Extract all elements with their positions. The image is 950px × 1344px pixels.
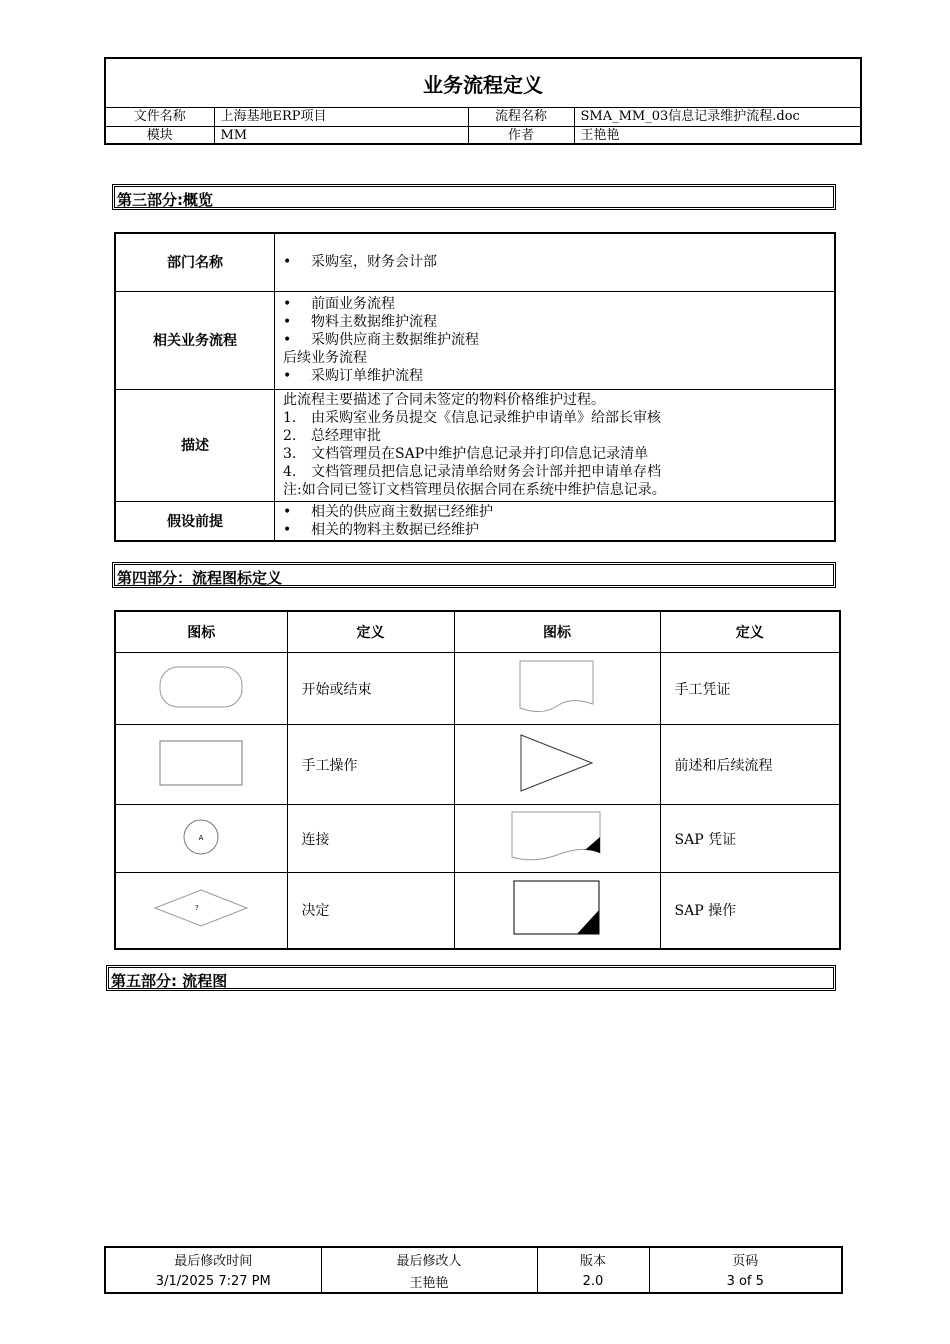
- dept-label: 部门名称: [115, 233, 275, 291]
- manual-operation-icon: [159, 740, 243, 786]
- desc-value: [275, 389, 836, 501]
- modified-time-label: 最后修改时间: [174, 1253, 253, 1269]
- decision-glyph: ?: [195, 904, 200, 913]
- assume-label: 假设前提: [115, 501, 275, 541]
- col-icon-header: 图标: [115, 611, 287, 653]
- step-number: 2.: [283, 428, 297, 444]
- step-number: 3.: [283, 446, 297, 462]
- col-icon-header: 图标: [454, 611, 660, 653]
- step-number: 1.: [283, 410, 297, 426]
- table-row: [115, 291, 835, 389]
- table-row: [115, 389, 835, 501]
- list-item: [283, 409, 826, 427]
- connector-def: 连接: [287, 805, 454, 873]
- list-item: • 采购订单维护流程: [283, 367, 826, 385]
- list-item: • 物料主数据维护流程: [283, 313, 826, 331]
- list-item: • 采购室，财务会计部: [283, 253, 826, 271]
- sap-document-icon: [511, 811, 603, 863]
- col-def-header: 定义: [287, 611, 454, 653]
- list-item: • 相关的供应商主数据已经维护: [283, 503, 826, 521]
- table-row: [115, 501, 835, 541]
- section-3-heading: [112, 184, 836, 210]
- icon-cell: [454, 805, 660, 873]
- table-header-row: [115, 611, 840, 653]
- header-info-grid: [106, 107, 860, 145]
- icon-cell: [115, 873, 287, 949]
- file-name-value: 上海基地ERP项目: [214, 108, 468, 127]
- icon-cell: [454, 873, 660, 949]
- terminator-icon: [159, 665, 243, 709]
- sap-operation-def: SAP 操作: [660, 873, 840, 949]
- module-label: 模块: [106, 127, 214, 146]
- step-text: 总经理审批: [311, 428, 381, 444]
- process-name-label: 流程名称: [468, 108, 574, 127]
- table-row: [115, 805, 840, 873]
- section-3-title: 第三部分:概览: [117, 191, 213, 209]
- decision-icon: [153, 888, 249, 928]
- dept-value: [275, 233, 836, 291]
- table-row: [115, 725, 840, 805]
- icon-cell: [454, 653, 660, 725]
- overview-table: [114, 232, 836, 542]
- page-value: 3 of 5: [649, 1270, 842, 1293]
- terminator-def: 开始或结束: [287, 653, 454, 725]
- step-text: 由采购室业务员提交《信息记录维护申请单》给部长审核: [311, 410, 661, 426]
- assume-value: [275, 501, 836, 541]
- col-def-header: 定义: [660, 611, 840, 653]
- icon-cell: [454, 725, 660, 805]
- step-number: 4.: [283, 464, 297, 480]
- list-item: • 相关的物料主数据已经维护: [283, 521, 826, 539]
- document-footer: [104, 1246, 843, 1294]
- connector-icon: [182, 818, 220, 856]
- module-value: MM: [214, 127, 468, 146]
- page-label: 页码: [649, 1247, 842, 1270]
- icon-cell: [115, 805, 287, 873]
- modified-time-value: 3/1/2025 7:27 PM: [155, 1273, 271, 1289]
- manual-document-def: 手工凭证: [660, 653, 840, 725]
- desc-intro: 此流程主要描述了合同未签定的物料价格维护过程。: [283, 392, 605, 408]
- sap-document-def: SAP 凭证: [660, 805, 840, 873]
- manual-operation-def: 手工操作: [287, 725, 454, 805]
- off-page-process-icon: [519, 733, 595, 793]
- document-header: [104, 57, 862, 145]
- icon-cell: [115, 725, 287, 805]
- file-name-label: 文件名称: [106, 108, 214, 127]
- section-4-heading: [112, 562, 836, 588]
- table-row: [115, 653, 840, 725]
- manual-document-icon: [519, 660, 595, 714]
- list-item: [283, 445, 826, 463]
- connector-glyph: A: [198, 833, 204, 842]
- list-item: • 前面业务流程: [283, 295, 826, 313]
- table-row: [115, 873, 840, 949]
- section-4-title: 第四部分：流程图标定义: [117, 569, 283, 587]
- document-title: 业务流程定义: [423, 73, 543, 97]
- icon-definition-table: [114, 610, 841, 950]
- author-value: 王艳艳: [574, 127, 860, 146]
- off-page-process-def: 前述和后续流程: [660, 725, 840, 805]
- step-text: 文档管理员把信息记录清单给财务会计部并把申请单存档: [311, 464, 661, 480]
- related-value: [275, 291, 836, 389]
- desc-note: 注:如合同已签订文档管理员依据合同在系统中维护信息记录。: [283, 482, 666, 498]
- related-label: 相关业务流程: [115, 291, 275, 389]
- desc-label: 描述: [115, 389, 275, 501]
- version-label: 版本: [537, 1247, 649, 1270]
- icon-cell: [115, 653, 287, 725]
- sap-operation-icon: [513, 880, 601, 936]
- modified-by-value: 王艳艳: [321, 1270, 537, 1293]
- table-row: [115, 233, 835, 291]
- list-item: [283, 427, 826, 445]
- author-label: 作者: [468, 127, 574, 146]
- process-name-value: SMA_MM_03信息记录维护流程.doc: [574, 108, 860, 127]
- list-item: • 采购供应商主数据维护流程: [283, 331, 826, 349]
- section-5-heading: [106, 965, 836, 991]
- step-text: 文档管理员在SAP中维护信息记录并打印信息记录清单: [311, 446, 649, 462]
- follow-label: 后续业务流程: [283, 350, 367, 366]
- decision-def: 决定: [287, 873, 454, 949]
- list-item: [283, 463, 826, 481]
- modified-by-label: 最后修改人: [321, 1247, 537, 1270]
- version-value: 2.0: [537, 1270, 649, 1293]
- section-5-title: 第五部分: 流程图: [111, 972, 228, 990]
